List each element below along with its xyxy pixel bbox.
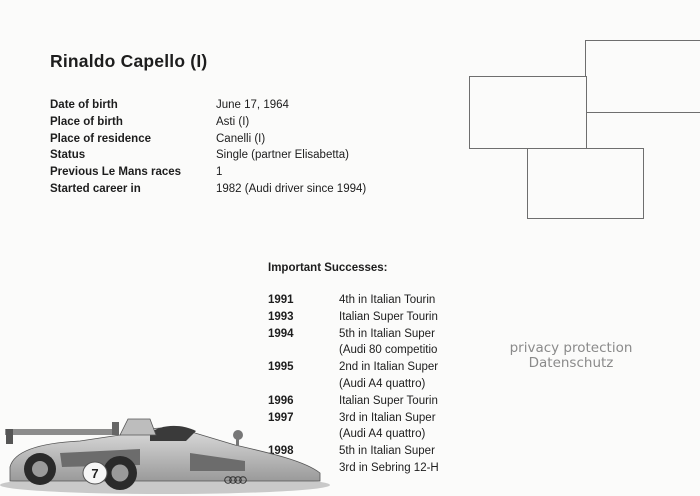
success-year: 1997	[268, 411, 294, 424]
success-row	[268, 378, 451, 395]
race-car-illustration	[0, 405, 336, 496]
success-text: 5th in Italian Super	[339, 327, 435, 340]
fact-row	[50, 99, 430, 116]
fact-row	[50, 166, 430, 183]
success-year: 1998	[268, 445, 294, 458]
watermark-line-1: privacy protection	[509, 340, 633, 356]
success-text: Italian Super Tourin	[339, 394, 438, 407]
success-row	[268, 361, 451, 378]
car-number: 7	[91, 466, 99, 481]
fact-row	[50, 116, 430, 133]
fact-label-date-of-birth: Date of birth	[50, 99, 118, 111]
fact-value-career-start: 1982 (Audi driver since 1994)	[216, 182, 367, 195]
success-row	[268, 328, 451, 345]
success-row	[268, 344, 451, 361]
success-text: 3rd in Italian Super	[339, 411, 436, 424]
success-text: 3rd in Sebring 12-H	[339, 461, 439, 474]
watermark-line-2: Datenschutz	[528, 355, 614, 371]
success-row	[268, 294, 451, 311]
privacy-watermark	[488, 341, 654, 371]
fact-value-date-of-birth: June 17, 1964	[216, 99, 289, 111]
success-text: Italian Super Tourin	[339, 310, 438, 323]
successes-heading: Important Successes:	[268, 262, 388, 274]
fact-row	[50, 183, 430, 200]
stamp-box-left	[469, 76, 587, 149]
success-text: (Audi 80 competitio	[339, 344, 438, 357]
success-year: 1995	[268, 361, 294, 374]
success-year: 1994	[268, 327, 294, 340]
success-year: 1991	[268, 294, 294, 306]
fact-value-place-of-residence: Canelli (I)	[216, 132, 266, 145]
fact-label-place-of-birth: Place of birth	[50, 115, 123, 128]
success-text: 2nd in Italian Super	[339, 361, 439, 374]
fact-value-le-mans-races: 1	[216, 166, 223, 179]
fact-label-place-of-residence: Place of residence	[50, 132, 151, 145]
fact-label-status: Status	[50, 149, 86, 162]
fact-row	[50, 149, 430, 166]
fact-value-status: Single (partner Elisabetta)	[216, 149, 349, 162]
fact-label-le-mans-races: Previous Le Mans races	[50, 166, 182, 179]
success-year: 1993	[268, 310, 294, 323]
page-title: Rinaldo Capello (I)	[50, 51, 208, 71]
success-row	[268, 311, 451, 328]
fact-value-place-of-birth: Asti (I)	[216, 115, 250, 128]
success-text: 4th in Italian Tourin	[339, 294, 436, 306]
success-text: 5th in Italian Super	[339, 445, 435, 458]
success-year: 1996	[268, 394, 294, 407]
stamp-box-bottom	[527, 148, 644, 219]
success-text: (Audi A4 quattro)	[339, 377, 426, 390]
driver-facts	[50, 99, 430, 200]
fact-row	[50, 133, 430, 150]
fact-label-career-start: Started career in	[50, 182, 141, 195]
stamp-box-top-right	[585, 40, 700, 113]
success-text: (Audi A4 quattro)	[339, 428, 426, 441]
